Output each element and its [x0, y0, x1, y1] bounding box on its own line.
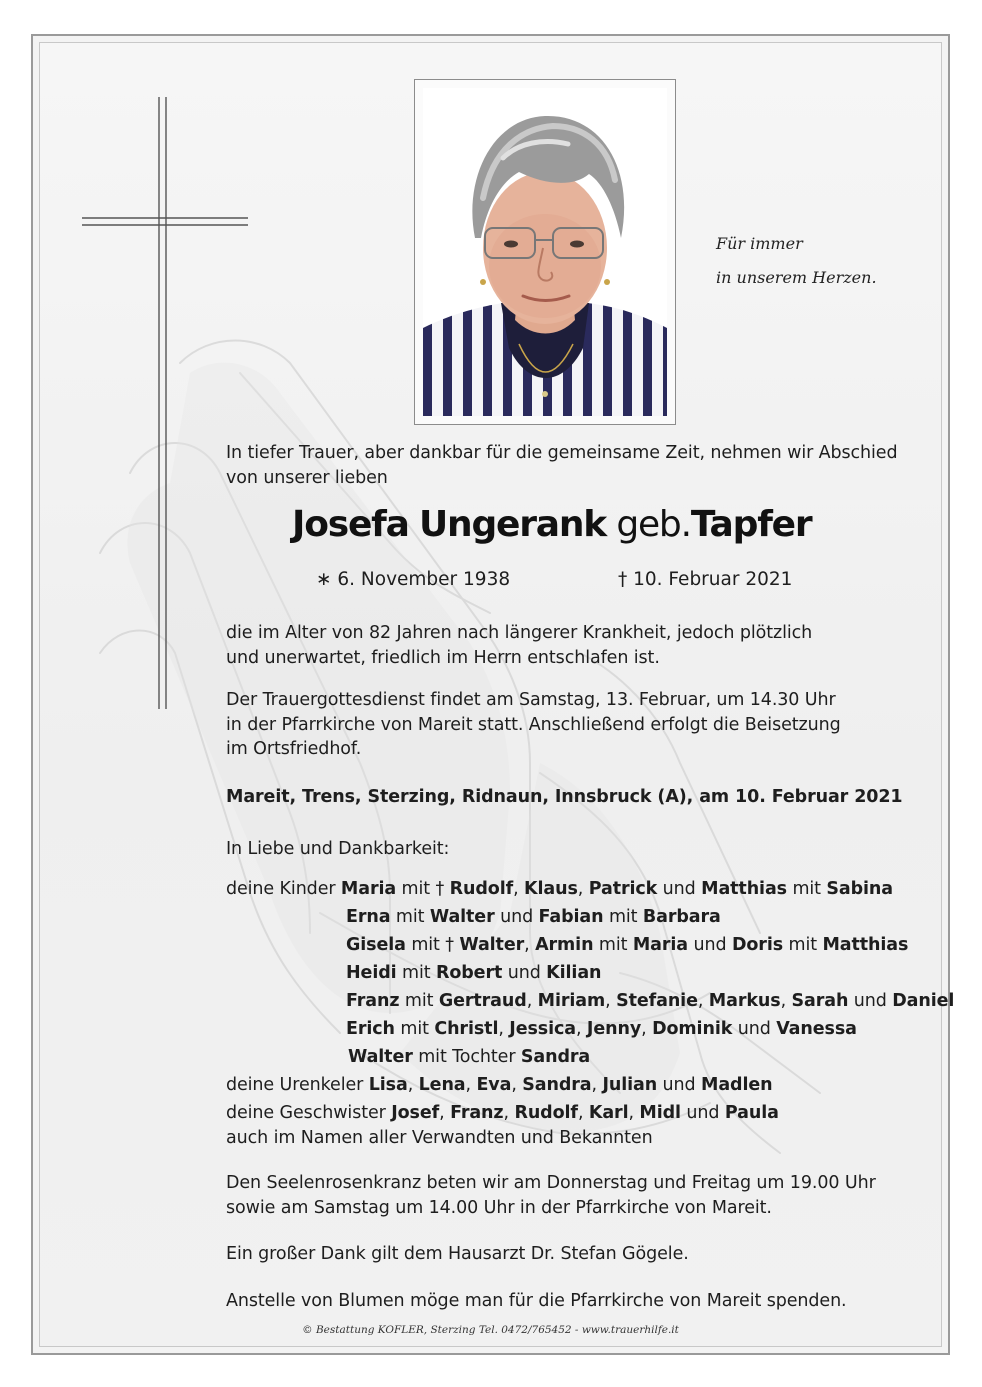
- family-connector-text: ,: [577, 1103, 589, 1123]
- family-member-name: Sarah: [791, 991, 849, 1011]
- love-line: In Liebe und Dankbarkeit:: [226, 839, 450, 859]
- quote-line-1: Für immer: [716, 234, 803, 253]
- family-member-name: Walter: [429, 907, 495, 927]
- family-member-name: Julian: [602, 1075, 658, 1095]
- family-connector-text: mit †: [396, 879, 450, 899]
- memorial-quote: [716, 227, 877, 295]
- family-connector-text: ,: [511, 1075, 523, 1095]
- obituary-card: [31, 34, 955, 1355]
- family-member-name: Rudolf: [514, 1103, 578, 1123]
- family-connector-text: und: [657, 1075, 702, 1095]
- family-member-name: Armin: [535, 935, 594, 955]
- family-connector-text: mit: [396, 963, 436, 983]
- photo-frame: [414, 79, 676, 425]
- family-connector-text: ,: [575, 1019, 587, 1039]
- family-member-name: Patrick: [588, 879, 658, 899]
- service-line-3: im Ortsfriedhof.: [226, 739, 362, 760]
- family-member-name: Madlen: [701, 1075, 773, 1095]
- geb-label: geb.: [616, 504, 691, 545]
- family-row-5: [346, 989, 954, 1014]
- family-row-8: [226, 1073, 773, 1098]
- death-date: † 10. Februar 2021: [618, 569, 793, 590]
- cross-icon: [82, 97, 248, 709]
- family-connector-text: mit: [399, 991, 439, 1011]
- family-row-4: [346, 961, 601, 986]
- family-member-name: Eva: [476, 1075, 512, 1095]
- family-connector-text: ,: [498, 1019, 510, 1039]
- family-member-name: Gertraud: [438, 991, 527, 1011]
- family-member-name: Rudolf: [449, 879, 514, 899]
- intro-text: [226, 441, 897, 490]
- birth-name: Tapfer: [690, 504, 812, 545]
- death-line-2: und unerwartet, friedlich im Herrn entschlafen ist.: [226, 647, 660, 668]
- family-connector-text: deine Urenkeler: [226, 1075, 369, 1095]
- family-member-name: Jenny: [586, 1019, 642, 1039]
- rosary-line-2: sowie am Samstag um 14.00 Uhr in der Pfarrkirche von Mareit.: [226, 1197, 772, 1218]
- rosary-line-1: Den Seelenrosenkranz beten wir am Donnerstag und Freitag um 19.00 Uhr: [226, 1173, 876, 1193]
- family-member-name: Matthias: [701, 879, 787, 899]
- family-member-name: Karl: [588, 1103, 629, 1123]
- family-connector-text: auch im Namen aller Verwandten und Bekannten: [226, 1128, 653, 1148]
- family-connector-text: mit: [593, 935, 633, 955]
- family-member-name: Paula: [724, 1103, 779, 1123]
- family-row-1: [226, 877, 893, 902]
- family-connector-text: ,: [697, 991, 709, 1011]
- family-member-name: Vanessa: [776, 1019, 857, 1039]
- family-connector-text: mit: [603, 907, 643, 927]
- death-paragraph: [226, 621, 812, 670]
- family-member-name: Barbara: [642, 907, 721, 927]
- family-member-name: Walter: [348, 1047, 413, 1067]
- portrait-photo: [423, 88, 667, 416]
- family-connector-text: ,: [465, 1075, 477, 1095]
- intro-line-2: von unserer lieben: [226, 467, 388, 488]
- family-row-6: [346, 1017, 857, 1042]
- family-member-name: Stefanie: [616, 991, 698, 1011]
- family-connector-text: mit: [783, 935, 823, 955]
- family-connector-text: mit: [786, 879, 827, 899]
- family-member-name: Josef: [391, 1103, 440, 1123]
- family-connector-text: und: [657, 879, 702, 899]
- family-connector-text: ,: [605, 991, 617, 1011]
- family-member-name: Sabina: [826, 879, 893, 899]
- family-connector-text: ,: [641, 1019, 653, 1039]
- family-member-name: Midl: [639, 1103, 681, 1123]
- family-connector-text: und: [732, 1019, 777, 1039]
- family-member-name: Erna: [346, 907, 391, 927]
- service-line-2: in der Pfarrkirche von Mareit statt. Anschließend erfolgt die Beisetzung: [226, 714, 841, 735]
- family-member-name: Daniel: [892, 991, 955, 1011]
- family-connector-text: ,: [526, 991, 538, 1011]
- family-connector-text: und: [502, 963, 547, 983]
- family-row-3: [346, 933, 908, 958]
- places-date-line: Mareit, Trens, Sterzing, Ridnaun, Innsbruck (A), am 10. Februar 2021: [226, 787, 903, 807]
- family-member-name: Sandra: [522, 1075, 592, 1095]
- family-member-name: Lisa: [368, 1075, 408, 1095]
- family-connector-text: und: [494, 907, 539, 927]
- family-member-name: Markus: [708, 991, 781, 1011]
- family-connector-text: ,: [513, 879, 525, 899]
- thanks-line: Ein großer Dank gilt dem Hausarzt Dr. Stefan Gögele.: [226, 1244, 689, 1264]
- family-member-name: Robert: [435, 963, 503, 983]
- family-member-name: Dominik: [652, 1019, 733, 1039]
- family-member-name: Franz: [346, 991, 400, 1011]
- family-member-name: Matthias: [822, 935, 909, 955]
- family-member-name: Maria: [632, 935, 689, 955]
- family-member-name: Christl: [434, 1019, 499, 1039]
- family-member-name: Kilian: [546, 963, 602, 983]
- family-member-name: Gisela: [346, 935, 406, 955]
- service-paragraph: [226, 688, 841, 762]
- family-row-10: [226, 1126, 653, 1151]
- undertaker-footer: © Bestattung KOFLER, Sterzing Tel. 0472/765452 - www.trauerhilfe.it: [302, 1324, 679, 1336]
- family-row-7: [348, 1045, 590, 1070]
- family-connector-text: und: [848, 991, 893, 1011]
- family-name: Ungerank: [418, 504, 607, 545]
- family-member-name: Lena: [418, 1075, 466, 1095]
- family-connector-text: mit Tochter: [412, 1047, 521, 1067]
- family-member-name: Franz: [450, 1103, 504, 1123]
- family-connector-text: ,: [780, 991, 792, 1011]
- intro-line-1: In tiefer Trauer, aber dankbar für die gemeinsame Zeit, nehmen wir Abschied: [226, 443, 898, 463]
- family-connector-text: deine Kinder: [226, 879, 341, 899]
- card-background: [39, 42, 955, 1347]
- family-member-name: Walter: [459, 935, 525, 955]
- family-member-name: Klaus: [524, 879, 578, 899]
- family-connector-text: ,: [591, 1075, 603, 1095]
- given-name: Josefa: [292, 504, 409, 545]
- quote-line-2: in unserem Herzen.: [716, 268, 877, 287]
- family-member-name: Doris: [731, 935, 784, 955]
- family-connector-text: mit: [390, 907, 430, 927]
- flowers-line: Anstelle von Blumen möge man für die Pfarrkirche von Mareit spenden.: [226, 1291, 847, 1311]
- family-connector-text: mit †: [405, 935, 460, 955]
- deceased-name: [292, 503, 811, 547]
- service-line-1: Der Trauergottesdienst findet am Samstag, 13. Februar, um 14.30 Uhr: [226, 690, 836, 710]
- family-connector-text: ,: [524, 935, 536, 955]
- family-row-2: [346, 905, 721, 930]
- rosary-paragraph: [226, 1171, 876, 1220]
- family-connector-text: deine Geschwister: [226, 1103, 392, 1123]
- birth-date: ∗ 6. November 1938: [316, 569, 511, 590]
- family-member-name: Fabian: [538, 907, 604, 927]
- family-member-name: Sandra: [520, 1047, 591, 1067]
- family-connector-text: ,: [577, 879, 589, 899]
- family-member-name: Maria: [340, 879, 397, 899]
- family-member-name: Miriam: [537, 991, 606, 1011]
- family-member-name: Jessica: [509, 1019, 576, 1039]
- family-connector-text: und: [688, 935, 732, 955]
- family-connector-text: ,: [439, 1103, 451, 1123]
- family-connector-text: und: [680, 1103, 725, 1123]
- family-connector-text: ,: [503, 1103, 515, 1123]
- family-row-9: [226, 1101, 779, 1126]
- family-connector-text: mit: [394, 1019, 435, 1039]
- family-connector-text: ,: [628, 1103, 640, 1123]
- death-line-1: die im Alter von 82 Jahren nach längerer Krankheit, jedoch plötzlich: [226, 623, 813, 643]
- family-member-name: Heidi: [346, 963, 397, 983]
- family-connector-text: ,: [407, 1075, 419, 1095]
- family-member-name: Erich: [346, 1019, 395, 1039]
